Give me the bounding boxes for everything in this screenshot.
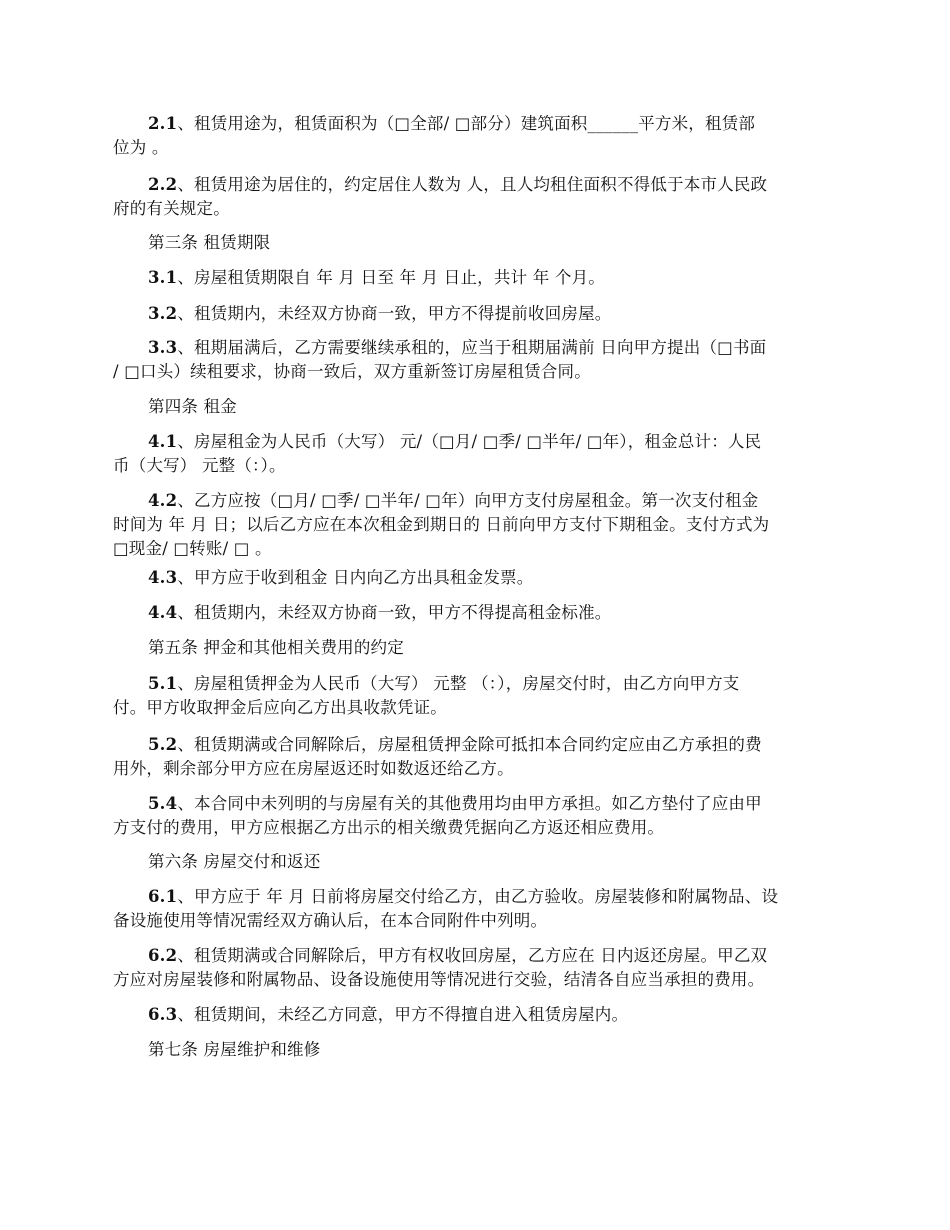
clause-3-3-line-2: / □口头）续租要求，协商一致后，双方重新签订房屋租赁合同。 [113,362,591,381]
clause-number: 4.4 [148,603,178,622]
clause-number: 6.2 [148,946,178,965]
clause-2-2-line-2: 府的有关规定。 [113,199,230,218]
clause-text: 、租赁期间，未经乙方同意，甲方不得擅自进入租赁房屋内。 [177,1005,629,1024]
clause-text: 、租赁用途为，租赁面积为（□全部/ □部分）建筑面积______平方米，租赁部 [177,114,756,133]
clause-4-4-line-1 [148,601,848,625]
clause-5-2-line-1 [148,733,848,757]
clause-6-3-line-1 [148,1003,848,1027]
clause-2-2-line-1 [148,173,848,197]
clause-3-3-line-1 [148,336,848,360]
clause-number: 3.2 [148,304,178,323]
section-heading-article-7: 第七条 房屋维护和维修 [148,1040,321,1059]
clause-6-1-line-2: 备设施使用等情况需经双方确认后，在本合同附件中列明。 [113,911,548,930]
clause-6-2-line-1 [148,944,848,968]
clause-text: 、甲方应于 年 月 日前将房屋交付给乙方，由乙方验收。房屋装修和附属物品、设 [177,887,779,906]
clause-text: 、房屋租金为人民币（大写） 元/（□月/ □季/ □半年/ □年），租金总计：人民 [177,432,762,451]
clause-4-3-line-1 [148,566,848,590]
clause-6-2-line-2: 方应对房屋装修和附属物品、设备设施使用等情况进行交验，结清各自应当承担的费用。 [113,970,765,989]
clause-number: 5.2 [148,735,178,754]
clause-text: 、租赁用途为居住的，约定居住人数为 人，且人均租住面积不得低于本市人民政 [177,175,768,194]
clause-number: 6.3 [148,1005,178,1024]
clause-5-1-line-1 [148,672,848,696]
clause-text: 、房屋租赁期限自 年 月 日至 年 月 日止，共计 年 个月。 [177,268,605,287]
clause-text: 、租赁期满或合同解除后，房屋租赁押金除可抵扣本合同约定应由乙方承担的费 [177,735,762,754]
clause-text: 、租赁期内，未经双方协商一致，甲方不得提前收回房屋。 [177,304,612,323]
section-heading-article-6: 第六条 房屋交付和返还 [148,852,321,871]
clause-number: 4.1 [148,432,178,451]
clause-5-1-line-2: 付。甲方收取押金后应向乙方出具收款凭证。 [113,698,447,717]
clause-number: 2.1 [148,114,178,133]
clause-text: 、租期届满后，乙方需要继续承租的，应当于租期届满前 日向甲方提出（□书面 [177,338,767,357]
clause-text: 、房屋租赁押金为人民币（大写） 元整 （：），房屋交付时，由乙方向甲方支 [177,674,740,693]
clause-number: 5.4 [148,794,178,813]
clause-number: 4.2 [148,491,178,510]
clause-4-2-line-1 [148,489,848,513]
clause-2-1-line-1 [148,112,848,136]
clause-number: 3.3 [148,338,178,357]
clause-number: 6.1 [148,887,178,906]
clause-text: 、乙方应按（□月/ □季/ □半年/ □年）向甲方支付房屋租金。第一次支付租金 [177,491,759,510]
clause-text: 、租赁期满或合同解除后，甲方有权收回房屋，乙方应在 日内返还房屋。甲乙双 [177,946,768,965]
clause-number: 3.1 [148,268,178,287]
clause-number: 4.3 [148,568,178,587]
section-heading-article-5: 第五条 押金和其他相关费用的约定 [148,638,404,657]
clause-4-1-line-1 [148,430,848,454]
clause-4-2-line-2: 时间为 年 月 日；以后乙方应在本次租金到期日的 日前向甲方支付下期租金。支付方式为 [113,515,770,534]
clause-3-1-line-1 [148,266,848,290]
clause-text: 、甲方应于收到租金 日内向乙方出具租金发票。 [177,568,534,587]
clause-number: 2.2 [148,175,178,194]
clause-2-1-line-2: 位为 。 [113,138,169,157]
clause-4-2-line-3: □现金/ □转账/ □ 。 [113,539,272,558]
clause-text: 、本合同中未列明的与房屋有关的其他费用均由甲方承担。如乙方垫付了应由甲 [177,794,762,813]
clause-6-1-line-1 [148,885,848,909]
clause-text: 、租赁期内，未经双方协商一致，甲方不得提高租金标准。 [177,603,612,622]
section-heading-article-3: 第三条 租赁期限 [148,233,271,252]
clause-number: 5.1 [148,674,178,693]
section-heading-article-4: 第四条 租金 [148,397,237,416]
clause-5-4-line-1 [148,792,848,816]
clause-5-2-line-2: 用外，剩余部分甲方应在房屋返还时如数返还给乙方。 [113,759,514,778]
clause-5-4-line-2: 方支付的费用，甲方应根据乙方出示的相关缴费凭据向乙方返还相应费用。 [113,818,665,837]
clause-3-2-line-1 [148,302,848,326]
clause-4-1-line-2: 币（大写） 元整（：）。 [113,456,286,475]
